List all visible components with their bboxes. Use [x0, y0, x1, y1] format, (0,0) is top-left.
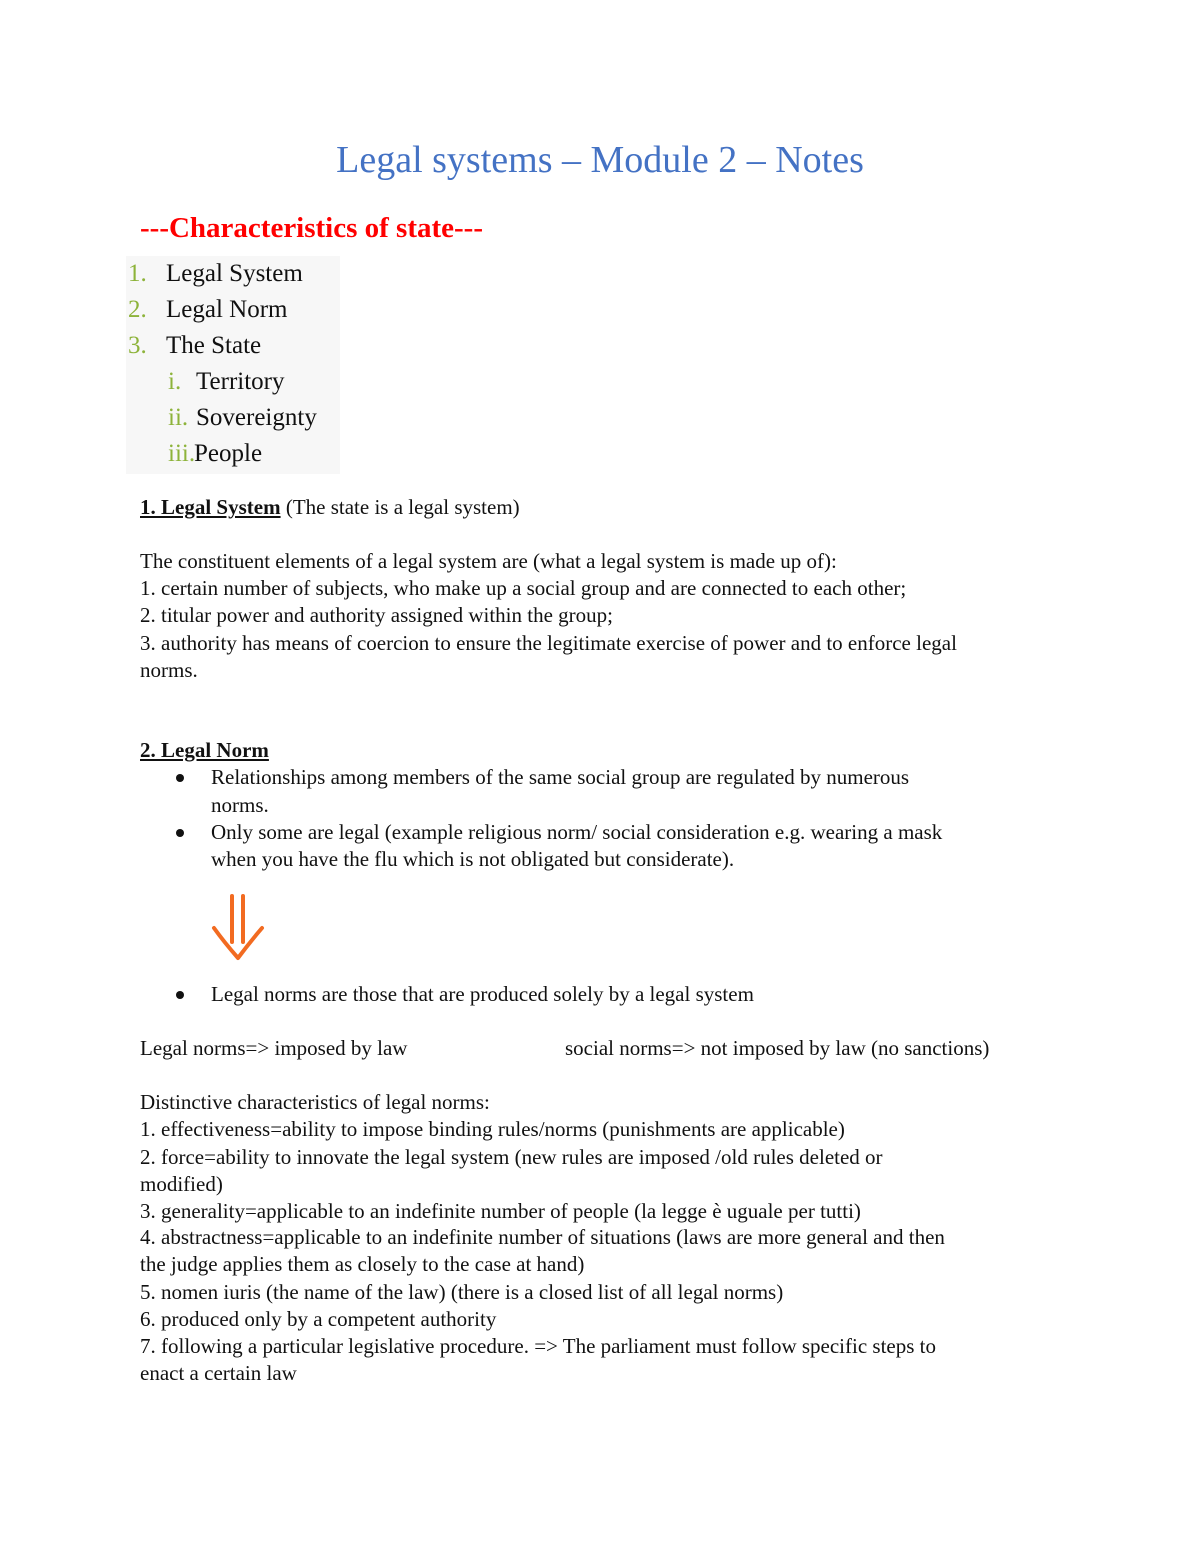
bullet-text: Legal norms are those that are produced solely by a legal system — [211, 982, 754, 1006]
page-title: Legal systems – Module 2 – Notes — [336, 139, 864, 181]
bullet-text: when you have the flu which is not obligated but considerate). — [211, 847, 735, 871]
toc-item-number: 2. — [128, 296, 147, 323]
distinctive-line: modified) — [140, 1172, 223, 1196]
distinctive-line: 3. generality=applicable to an indefinite number of people (la legge è uguale per tutti) — [140, 1199, 861, 1223]
compare-right: social norms=> not imposed by law (no sanctions) — [565, 1036, 990, 1060]
section2-title: 2. Legal Norm — [140, 738, 269, 762]
distinctive-line: 5. nomen iuris (the name of the law) (there is a closed list of all legal norms) — [140, 1280, 784, 1304]
toc-item-label: Legal System — [166, 260, 303, 287]
toc-subitem — [168, 440, 262, 468]
section1-title: 1. Legal System — [140, 495, 281, 519]
bullet-text: norms. — [211, 793, 269, 817]
section1-line: 2. titular power and authority assigned within the group; — [140, 603, 613, 627]
toc-list — [126, 256, 340, 474]
section-heading: ---Characteristics of state--- — [140, 212, 484, 244]
bullet-icon — [176, 829, 184, 837]
distinctive-line: 2. force=ability to innovate the legal system (new rules are imposed /old rules deleted or — [140, 1145, 883, 1169]
toc-item-number: 1. — [128, 260, 147, 287]
distinctive-line: 6. produced only by a competent authority — [140, 1307, 497, 1331]
down-arrow-icon — [210, 892, 266, 964]
section1-line: 3. authority has means of coercion to ensure the legitimate exercise of power and to enforce legal — [140, 631, 957, 655]
section1-line: 1. certain number of subjects, who make up a social group and are connected to each other; — [140, 576, 907, 600]
toc-subitem-number: ii. — [168, 404, 189, 431]
distinctive-line: 1. effectiveness=ability to impose binding rules/norms (punishments are applicable) — [140, 1117, 845, 1141]
compare-left: Legal norms=> imposed by law — [140, 1036, 408, 1060]
section1-line: norms. — [140, 658, 198, 682]
distinctive-line: the judge applies them as closely to the case at hand) — [140, 1252, 585, 1276]
toc-subitem-label: Sovereignty — [196, 404, 317, 431]
toc-item-number: 3. — [128, 332, 147, 359]
distinctive-line: enact a certain law — [140, 1361, 297, 1385]
distinctive-line: 7. following a particular legislative procedure. => The parliament must follow specific steps to — [140, 1334, 936, 1358]
bullet-icon — [176, 774, 184, 782]
toc-subitem-label: Territory — [196, 368, 285, 395]
toc-item-label: Legal Norm — [166, 296, 288, 323]
toc-subitem-number: iii. — [168, 440, 196, 467]
toc-subitem-label: People — [194, 440, 263, 467]
toc-item — [128, 296, 287, 324]
toc-item-label: The State — [166, 332, 262, 359]
toc-subitem — [168, 368, 285, 396]
distinctive-intro: Distinctive characteristics of legal norms: — [140, 1090, 490, 1114]
bullet-text: Relationships among members of the same social group are regulated by numerous — [211, 765, 910, 789]
bullet-icon — [176, 991, 184, 999]
section1-intro: The constituent elements of a legal system are (what a legal system is made up of): — [140, 549, 837, 573]
section1-title-suffix: (The state is a legal system) — [280, 495, 520, 519]
toc-subitem-number: i. — [168, 368, 182, 395]
toc-item — [128, 332, 261, 360]
toc-item — [128, 260, 303, 288]
toc-subitem — [168, 404, 317, 432]
section1-title-line — [140, 495, 520, 520]
bullet-text: Only some are legal (example religious norm/ social consideration e.g. wearing a mask — [211, 820, 943, 844]
distinctive-line: 4. abstractness=applicable to an indefinite number of situations (laws are more general and then — [140, 1225, 945, 1249]
